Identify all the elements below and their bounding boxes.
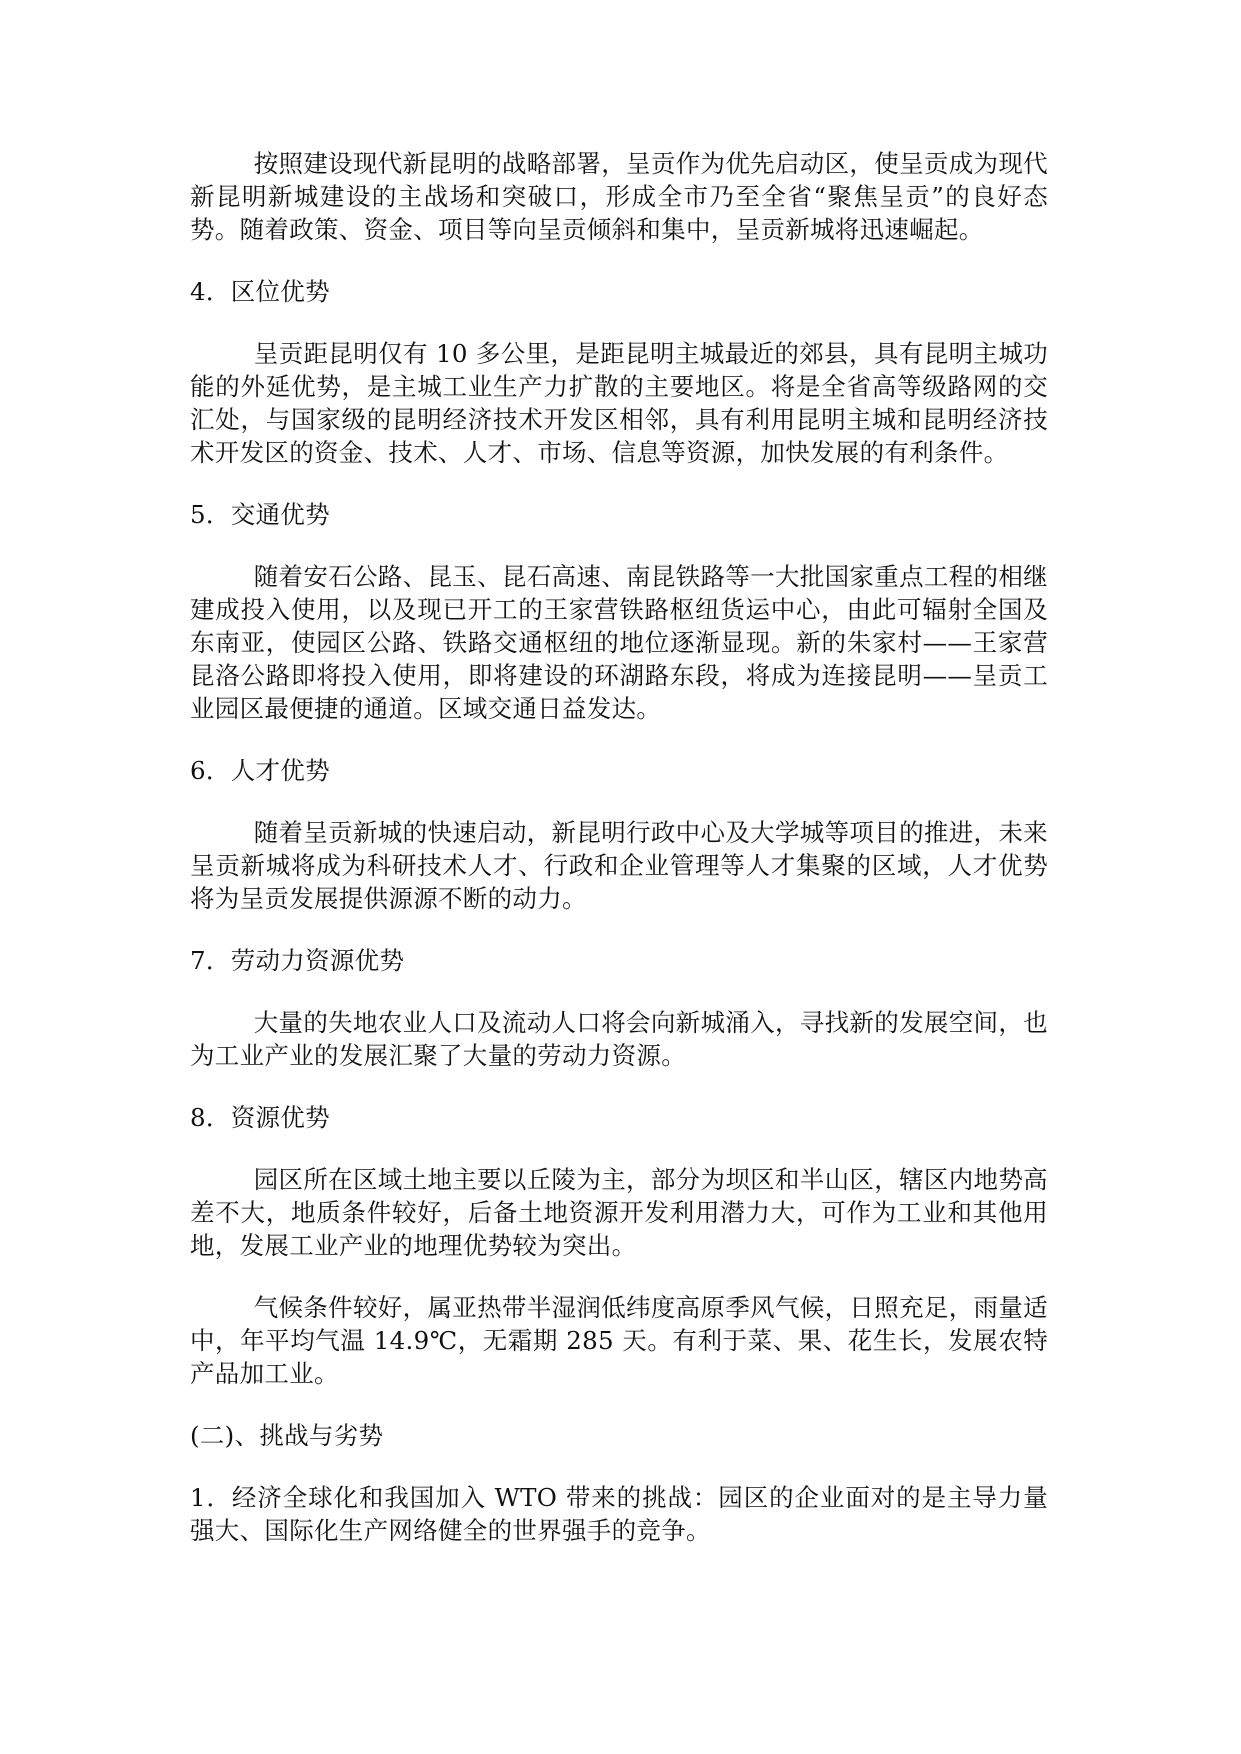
- heading-challenges: (二)、挑战与劣势: [190, 1421, 384, 1450]
- heading-transport-advantage: 5．交通优势: [190, 500, 330, 529]
- paragraph-challenge-1: 1．经济全球化和我国加入 WTO 带来的挑战：园区的企业面对的是主导力量强大、国际化生产网络健全的世界强手的竞争。: [190, 1483, 1048, 1545]
- document-body: [190, 147, 1048, 1576]
- heading-resource-advantage: 8．资源优势: [190, 1103, 330, 1132]
- paragraph-climate: 气候条件较好，属亚热带半湿润低纬度高原季风气候，日照充足，雨量适中，年平均气温 14.9℃，无霜期 285 天。有利于菜、果、花生长，发展农特产品加工业。: [190, 1293, 1048, 1388]
- paragraph-land-resource: 园区所在区域土地主要以丘陵为主，部分为坝区和半山区，辖区内地势高差不大，地质条件较好，后备土地资源开发利用潜力大，可作为工业和其他用地，发展工业产业的地理优势较为突出。: [190, 1165, 1048, 1260]
- paragraph-labor: 大量的失地农业人口及流动人口将会向新城涌入，寻找新的发展空间，也为工业产业的发展汇聚了大量的劳动力资源。: [190, 1008, 1048, 1070]
- heading-labor-advantage: 7．劳动力资源优势: [190, 946, 405, 975]
- paragraph-strategy: 按照建设现代新昆明的战略部署，呈贡作为优先启动区，使呈贡成为现代新昆明新城建设的主战场和突破口，形成全市乃至全省“聚焦呈贡”的良好态势。随着政策、资金、项目等向呈贡倾斜和集中，呈贡新城将迅速崛起。: [190, 149, 1048, 244]
- paragraph-transport: 随着安石公路、昆玉、昆石高速、南昆铁路等一大批国家重点工程的相继建成投入使用，以及现已开工的王家营铁路枢纽货运中心，由此可辐射全国及东南亚，使园区公路、铁路交通枢纽的地位逐渐显现。新的朱家村——王家营昆洛公路即将投入使用，即将建设的环湖路东段，将成为连接昆明——呈贡工业园区最便捷的通道。区域交通日益发达。: [190, 562, 1048, 723]
- paragraph-talent: 随着呈贡新城的快速启动，新昆明行政中心及大学城等项目的推进，未来呈贡新城将成为科研技术人才、行政和企业管理等人才集聚的区域，人才优势将为呈贡发展提供源源不断的动力。: [190, 818, 1048, 913]
- heading-talent-advantage: 6．人才优势: [190, 756, 330, 785]
- heading-location-advantage: 4．区位优势: [190, 277, 330, 306]
- paragraph-location: 呈贡距昆明仅有 10 多公里，是距昆明主城最近的郊县，具有昆明主城功能的外延优势，是主城工业生产力扩散的主要地区。将是全省高等级路网的交汇处，与国家级的昆明经济技术开发区相邻，具有利用昆明主城和昆明经济技术开发区的资金、技术、人才、市场、信息等资源，加快发展的有利条件。: [190, 339, 1048, 467]
